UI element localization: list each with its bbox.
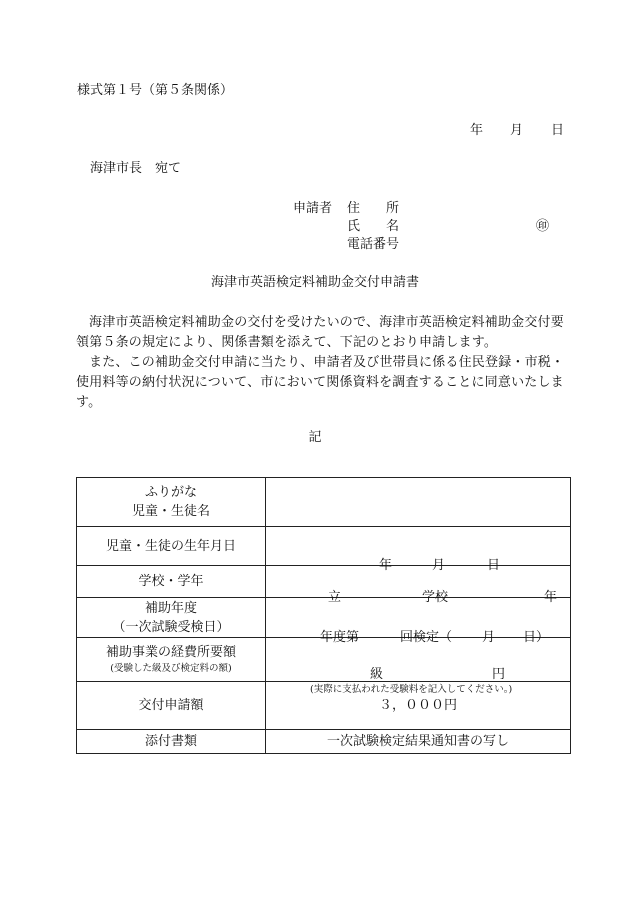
- table-row-attachment: [77, 730, 571, 754]
- student-name-label: 児童・生徒名: [131, 504, 210, 519]
- table-row-furigana: [77, 478, 571, 527]
- birthdate-label: 児童・生徒の生年月日: [77, 527, 266, 566]
- date-month-label: 月: [510, 123, 524, 138]
- expense-note: (実際に支払われた受験料を記入してください。): [310, 683, 513, 695]
- fiscal-year-suffix: 年度第: [320, 629, 360, 645]
- exam-round-label: 回検定（: [400, 629, 453, 645]
- grade-label: 年: [544, 589, 558, 605]
- birthdate-input[interactable]: [266, 527, 571, 573]
- expense-label: 補助事業の経費所要額: [105, 645, 236, 660]
- seal-mark: ㊞: [536, 219, 550, 234]
- body-text: [76, 313, 572, 413]
- amount-value: ３，０００円: [266, 682, 571, 730]
- yen-label: 円: [492, 666, 506, 682]
- student-name-input[interactable]: [266, 478, 571, 527]
- birth-month-label: 月: [432, 558, 446, 573]
- birth-day-label: 日: [487, 558, 501, 573]
- table-row-fiscal-year: [77, 598, 571, 638]
- expense-label-cell: [77, 638, 266, 682]
- document-title: 海津市英語検定料補助金交付申請書: [210, 275, 419, 290]
- school-grade-input[interactable]: [266, 566, 571, 605]
- exam-day-label: 日）: [523, 629, 550, 645]
- addressee: 海津市長 宛て: [90, 161, 182, 176]
- furigana-label: ふりがな: [144, 485, 197, 500]
- ritsu-label: 立: [328, 589, 342, 605]
- address-label: 住 所: [347, 201, 400, 216]
- table-row-birthdate: [77, 527, 571, 566]
- birth-year-label: 年: [379, 558, 393, 573]
- school-grade-label: 学校・学年: [77, 566, 266, 598]
- fiscal-year-label-cell: [77, 598, 266, 638]
- exam-month-label: 月: [482, 629, 496, 645]
- level-label: 級: [370, 666, 384, 682]
- phone-label: 電話番号: [347, 237, 400, 252]
- furigana-label-cell: [77, 478, 266, 527]
- body-paragraph-2: また、この補助金交付申請に当たり、申請者及び世帯員に係る住民登録・市税・使用料等の納付状況について、市において関係資料を調査することに同意いたします。: [76, 355, 565, 410]
- exam-date-label: （一次試験受検日）: [112, 619, 230, 635]
- name-label: 氏 名: [347, 219, 400, 234]
- body-paragraph-1: 海津市英語検定料補助金の交付を受けたいので、海津市英語検定料補助金交付要領第５条の規定により、関係書類を添えて、下記のとおり申請します。: [76, 315, 564, 350]
- date-day-label: 日: [551, 123, 565, 138]
- amount-label: 交付申請額: [77, 682, 266, 730]
- attachment-label: 添付書類: [77, 730, 266, 754]
- fiscal-year-label: 補助年度: [144, 600, 197, 616]
- applicant-label: 申請者: [293, 201, 333, 216]
- attachment-value: 一次試験検定結果通知書の写し: [266, 730, 571, 754]
- application-table: [76, 477, 571, 754]
- fiscal-year-input[interactable]: [266, 598, 571, 645]
- date-year-label: 年: [470, 123, 484, 138]
- expense-sublabel: (受験した級及び検定料の額): [110, 663, 232, 674]
- ki-label: 記: [308, 430, 322, 445]
- form-number: 様式第１号（第５条関係）: [77, 83, 234, 98]
- school-label: 学校: [422, 589, 449, 605]
